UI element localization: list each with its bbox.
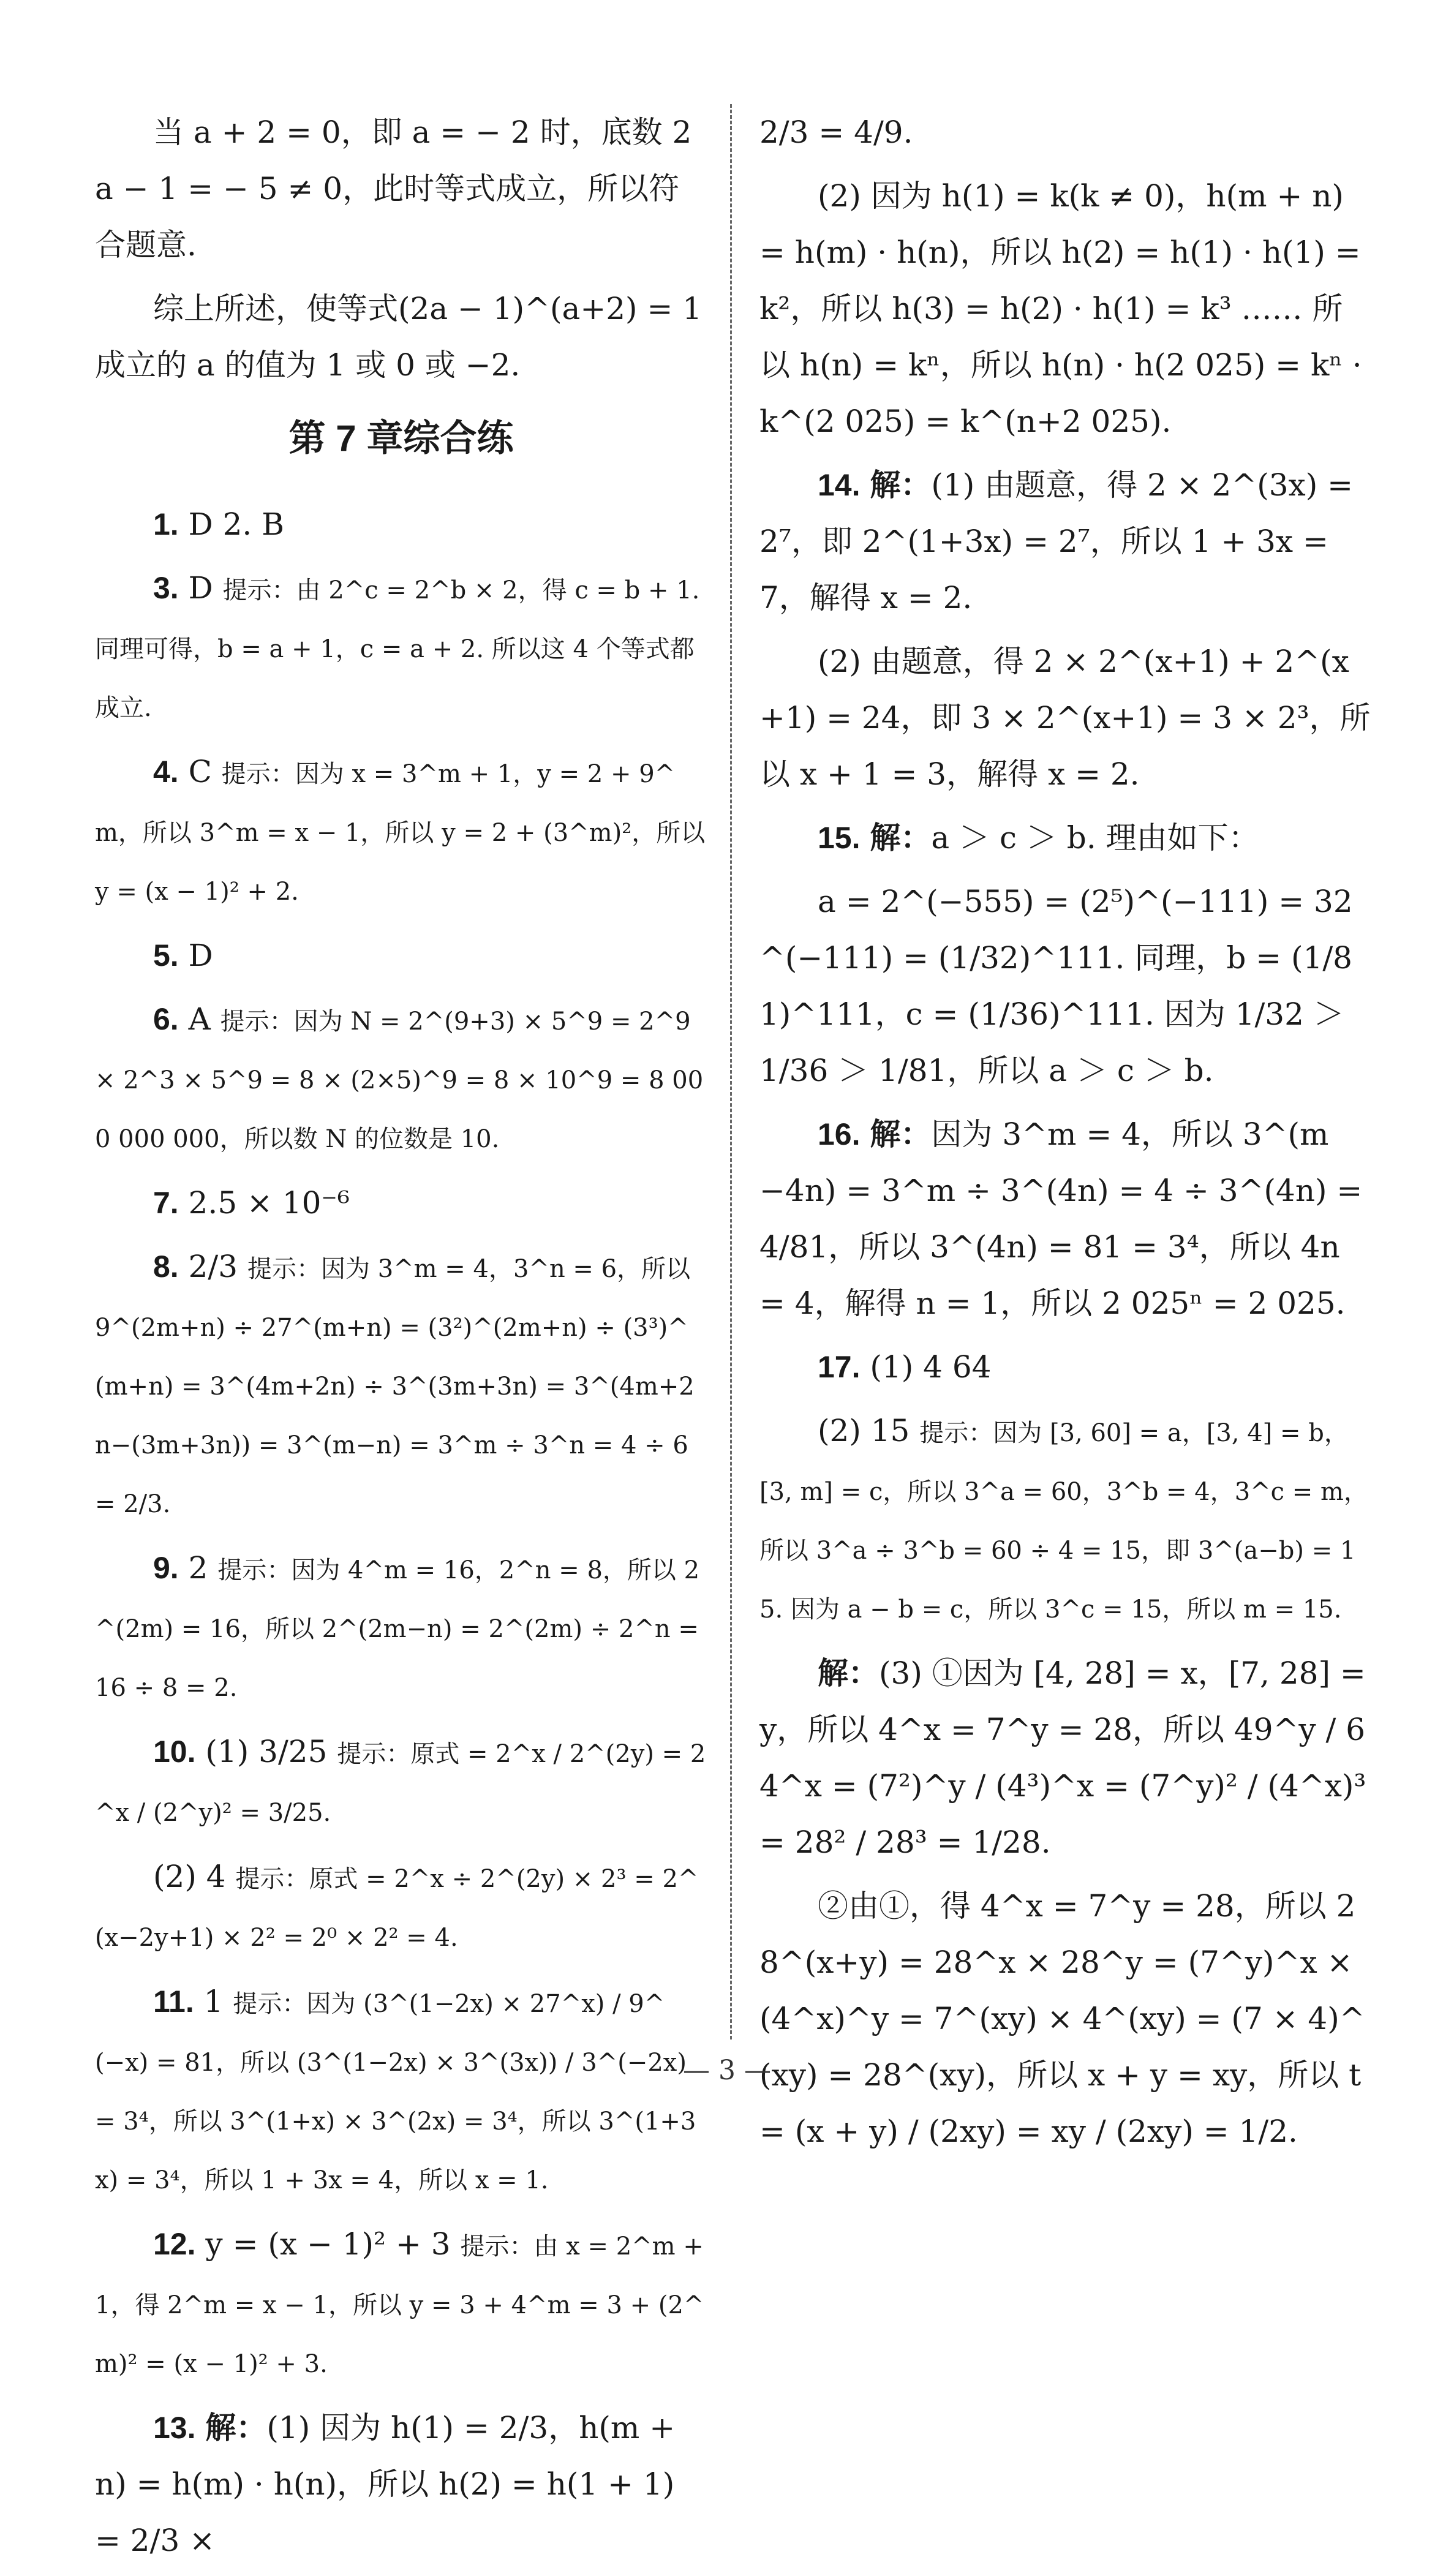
hint-text: 提示：因为 (3^(1−2x) × 27^x) / 9^(−x) = 81，所以 (3^(1−2x) × 3^(3x)) / 3^(−2x) = 3⁴，所以 3^(1+x) × 3^(2x) = 3⁴，所以 3^(1+3x) = 3⁴，所以 1 + 3x = 4，所以 x = 1. bbox=[95, 1990, 696, 2194]
solution-label: 解： bbox=[870, 1116, 932, 1152]
answer-text: 2/3 bbox=[188, 1249, 238, 1284]
answer-item bbox=[95, 1723, 707, 1841]
answer-item bbox=[759, 1106, 1372, 1331]
answer-text: (1) 因为 h(1) = 2/3，h(m + n) = h(m) · h(n)，所以 h(2) = h(1 + 1) = 2/3 × bbox=[95, 2410, 676, 2558]
answer-text: D 2. B bbox=[188, 507, 284, 542]
item-number: 14. bbox=[818, 468, 861, 502]
hint-text: 提示：因为 3^m = 4，3^n = 6，所以 9^(2m+n) ÷ 27^(m+n) = (3²)^(2m+n) ÷ (3³)^(m+n) = 3^(4m+2n) ÷ 3^(3m+3n) = 3^(4m+2n−(3m+3n)) = 3^(m−n) = 3^m ÷ 3^n = 4 ÷ 6 = 2/3. bbox=[95, 1255, 695, 1518]
answer-text: C bbox=[188, 754, 212, 789]
answer-item bbox=[95, 1175, 707, 1231]
answer-text: (1) 4 64 bbox=[870, 1349, 992, 1385]
answer-text: a = 2^(−555) = (2⁵)^(−111) = 32^(−111) = (1/32)^111. 同理，b = (1/81)^111，c = (1/36)^111. 因为 1/32 ＞ 1/36 ＞ 1/81，所以 a ＞ c ＞ b. bbox=[759, 884, 1353, 1088]
hint-text: 提示：因为 4^m = 16，2^n = 8，所以 2^(2m) = 16，所以 2^(2m−n) = 2^(2m) ÷ 2^n = 16 ÷ 8 = 2. bbox=[95, 1556, 700, 1702]
hint-text: 提示：因为 [3, 60] = a，[3, 4] = b，[3, m] = c，所以 3^a = 60，3^b = 4，3^c = m，所以 3^a ÷ 3^b = 60 ÷ 4 = 15，即 3^(a−b) = 15. 因为 a − b = c，所以 3^c = 15，所以 m = 15. bbox=[759, 1419, 1368, 1624]
paragraph bbox=[759, 104, 1372, 160]
answer-text: ②由①，得 4^x = 7^y = 28，所以 28^(x+y) = 28^x × 28^y = (7^y)^x × (4^x)^y = 7^(xy) × 4^(xy) = (7 × 4)^(xy) = 28^(xy)，所以 x + y = xy，所以 t = (x + y) / (2xy) = xy / (2xy) = 1/2. bbox=[759, 1888, 1365, 2149]
left-column bbox=[95, 104, 707, 2576]
item-number: 7. bbox=[153, 1186, 179, 1220]
answer-text: 2.5 × 10⁻⁶ bbox=[188, 1185, 350, 1221]
paragraph bbox=[95, 104, 707, 273]
answer-text: (2) 15 bbox=[818, 1413, 910, 1448]
item-number: 3. bbox=[153, 571, 179, 605]
right-column bbox=[759, 104, 1372, 2167]
answer-text: 2/3 = 4/9. bbox=[759, 115, 913, 150]
item-number: 9. bbox=[153, 1551, 179, 1585]
answer-item bbox=[95, 1238, 707, 1532]
answer-text: 2 bbox=[188, 1550, 208, 1586]
item-number: 1. bbox=[153, 507, 179, 541]
answer-text: (2) 由题意，得 2 × 2^(x+1) + 2^(x+1) = 24，即 3 × 2^(x+1) = 3 × 2³，所以 x + 1 = 3，解得 x = 2. bbox=[759, 644, 1371, 792]
column-divider bbox=[730, 104, 732, 2039]
answer-item bbox=[95, 1540, 707, 1716]
answer-text: D bbox=[188, 938, 213, 973]
paragraph bbox=[95, 1848, 707, 1966]
answer-text: (1) 由题意，得 2 × 2^(3x) = 2⁷，即 2^(1+3x) = 2⁷，所以 1 + 3x = 7，解得 x = 2. bbox=[759, 467, 1354, 616]
chapter-heading: 第 7 章综合练 bbox=[288, 418, 514, 459]
answer-item bbox=[95, 2216, 707, 2392]
solution-label: 解： bbox=[870, 819, 932, 856]
paragraph bbox=[759, 1878, 1372, 2160]
answer-item bbox=[759, 1339, 1372, 1395]
item-number: 17. bbox=[818, 1350, 861, 1384]
hint-text: 提示：因为 N = 2^(9+3) × 5^9 = 2^9 × 2^3 × 5^9 = 8 × (2×5)^9 = 8 × 10^9 = 8 000 000 000，所以数 N 的位数是 10. bbox=[95, 1007, 704, 1153]
item-number: 4. bbox=[153, 755, 179, 789]
answer-item bbox=[95, 560, 707, 736]
answer-text: 当 a + 2 = 0，即 a = − 2 时，底数 2a − 1 = − 5 ≠ 0，此时等式成立，所以符合题意. bbox=[95, 115, 692, 263]
answer-text: y = (x − 1)² + 3 bbox=[205, 2226, 451, 2262]
answer-text: 因为 3^m = 4，所以 3^(m−4n) = 3^m ÷ 3^(4n) = 4 ÷ 3^(4n) = 4/81，所以 3^(4n) = 81 = 3⁴，所以 4n = 4，解得 n = 1，所以 2 025ⁿ = 2 025. bbox=[759, 1117, 1363, 1321]
answer-text: (3) ①因为 [4, 28] = x，[7, 28] = y，所以 4^x = 7^y = 28，所以 49^y / 64^x = (7²)^y / (4³)^x = (7^y)² / (4^x)³ = 28² / 28³ = 1/28. bbox=[759, 1655, 1366, 1860]
hint-text: 提示：原式 = 2^x / 2^(2y) = 2^x / (2^y)² = 3/25. bbox=[95, 1740, 706, 1827]
item-number: 6. bbox=[153, 1002, 179, 1036]
page-number: — 3 — bbox=[683, 2055, 771, 2086]
answer-text: (2) 因为 h(1) = k(k ≠ 0)，h(m + n) = h(m) · h(n)，所以 h(2) = h(1) · h(1) = k²，所以 h(3) = h(2) · h(1) = k³ …… 所以 h(n) = kⁿ，所以 h(n) · h(2 025) = kⁿ · k^(2 025) = k^(n+2 025). bbox=[759, 178, 1362, 439]
answer-text: 综上所述，使等式(2a − 1)^(a+2) = 1 成立的 a 的值为 1 或 0 或 −2. bbox=[95, 291, 703, 383]
hint-text: 提示：由 2^c = 2^b × 2，得 c = b + 1. 同理可得，b = a + 1，c = a + 2. 所以这 4 个等式都成立. bbox=[95, 576, 700, 722]
paragraph bbox=[759, 873, 1372, 1099]
paragraph bbox=[759, 1645, 1372, 1870]
item-number: 10. bbox=[153, 1734, 196, 1769]
solution-label: 解： bbox=[818, 1655, 879, 1691]
paragraph bbox=[759, 1403, 1372, 1638]
item-number: 12. bbox=[153, 2227, 196, 2261]
paragraph bbox=[95, 281, 707, 393]
paragraph bbox=[759, 633, 1372, 802]
answer-text: D bbox=[188, 570, 213, 606]
item-number: 16. bbox=[818, 1117, 861, 1151]
item-number: 5. bbox=[153, 938, 179, 973]
answer-item bbox=[95, 496, 707, 552]
answer-item bbox=[95, 1973, 707, 2209]
item-number: 11. bbox=[153, 1984, 194, 2019]
hint-text: 提示：原式 = 2^x ÷ 2^(2y) × 2³ = 2^(x−2y+1) × 2² = 2⁰ × 2² = 4. bbox=[95, 1865, 699, 1952]
hint-text: 提示：由 x = 2^m + 1，得 2^m = x − 1，所以 y = 3 + 4^m = 3 + (2^m)² = (x − 1)² + 3. bbox=[95, 2232, 704, 2378]
answer-text: (1) 3/25 bbox=[205, 1734, 328, 1769]
answer-item bbox=[95, 744, 707, 920]
answer-item bbox=[759, 810, 1372, 866]
answer-text: (2) 4 bbox=[153, 1859, 226, 1894]
answer-item bbox=[95, 991, 707, 1167]
item-number: 13. bbox=[153, 2411, 196, 2445]
paragraph bbox=[759, 168, 1372, 450]
answer-text: 1 bbox=[203, 1984, 224, 2019]
answer-item bbox=[95, 927, 707, 984]
item-number: 15. bbox=[818, 821, 861, 855]
answer-item bbox=[759, 457, 1372, 626]
answer-item bbox=[95, 2400, 707, 2569]
answer-text: A bbox=[188, 1001, 211, 1037]
solution-label: 解： bbox=[870, 467, 932, 503]
solution-label: 解： bbox=[205, 2409, 267, 2446]
item-number: 8. bbox=[153, 1249, 179, 1284]
answer-text: a ＞ c ＞ b. 理由如下： bbox=[931, 820, 1259, 856]
hint-text: 提示：因为 x = 3^m + 1，y = 2 + 9^m，所以 3^m = x − 1，所以 y = 2 + (3^m)²，所以 y = (x − 1)² + 2. bbox=[95, 760, 706, 906]
